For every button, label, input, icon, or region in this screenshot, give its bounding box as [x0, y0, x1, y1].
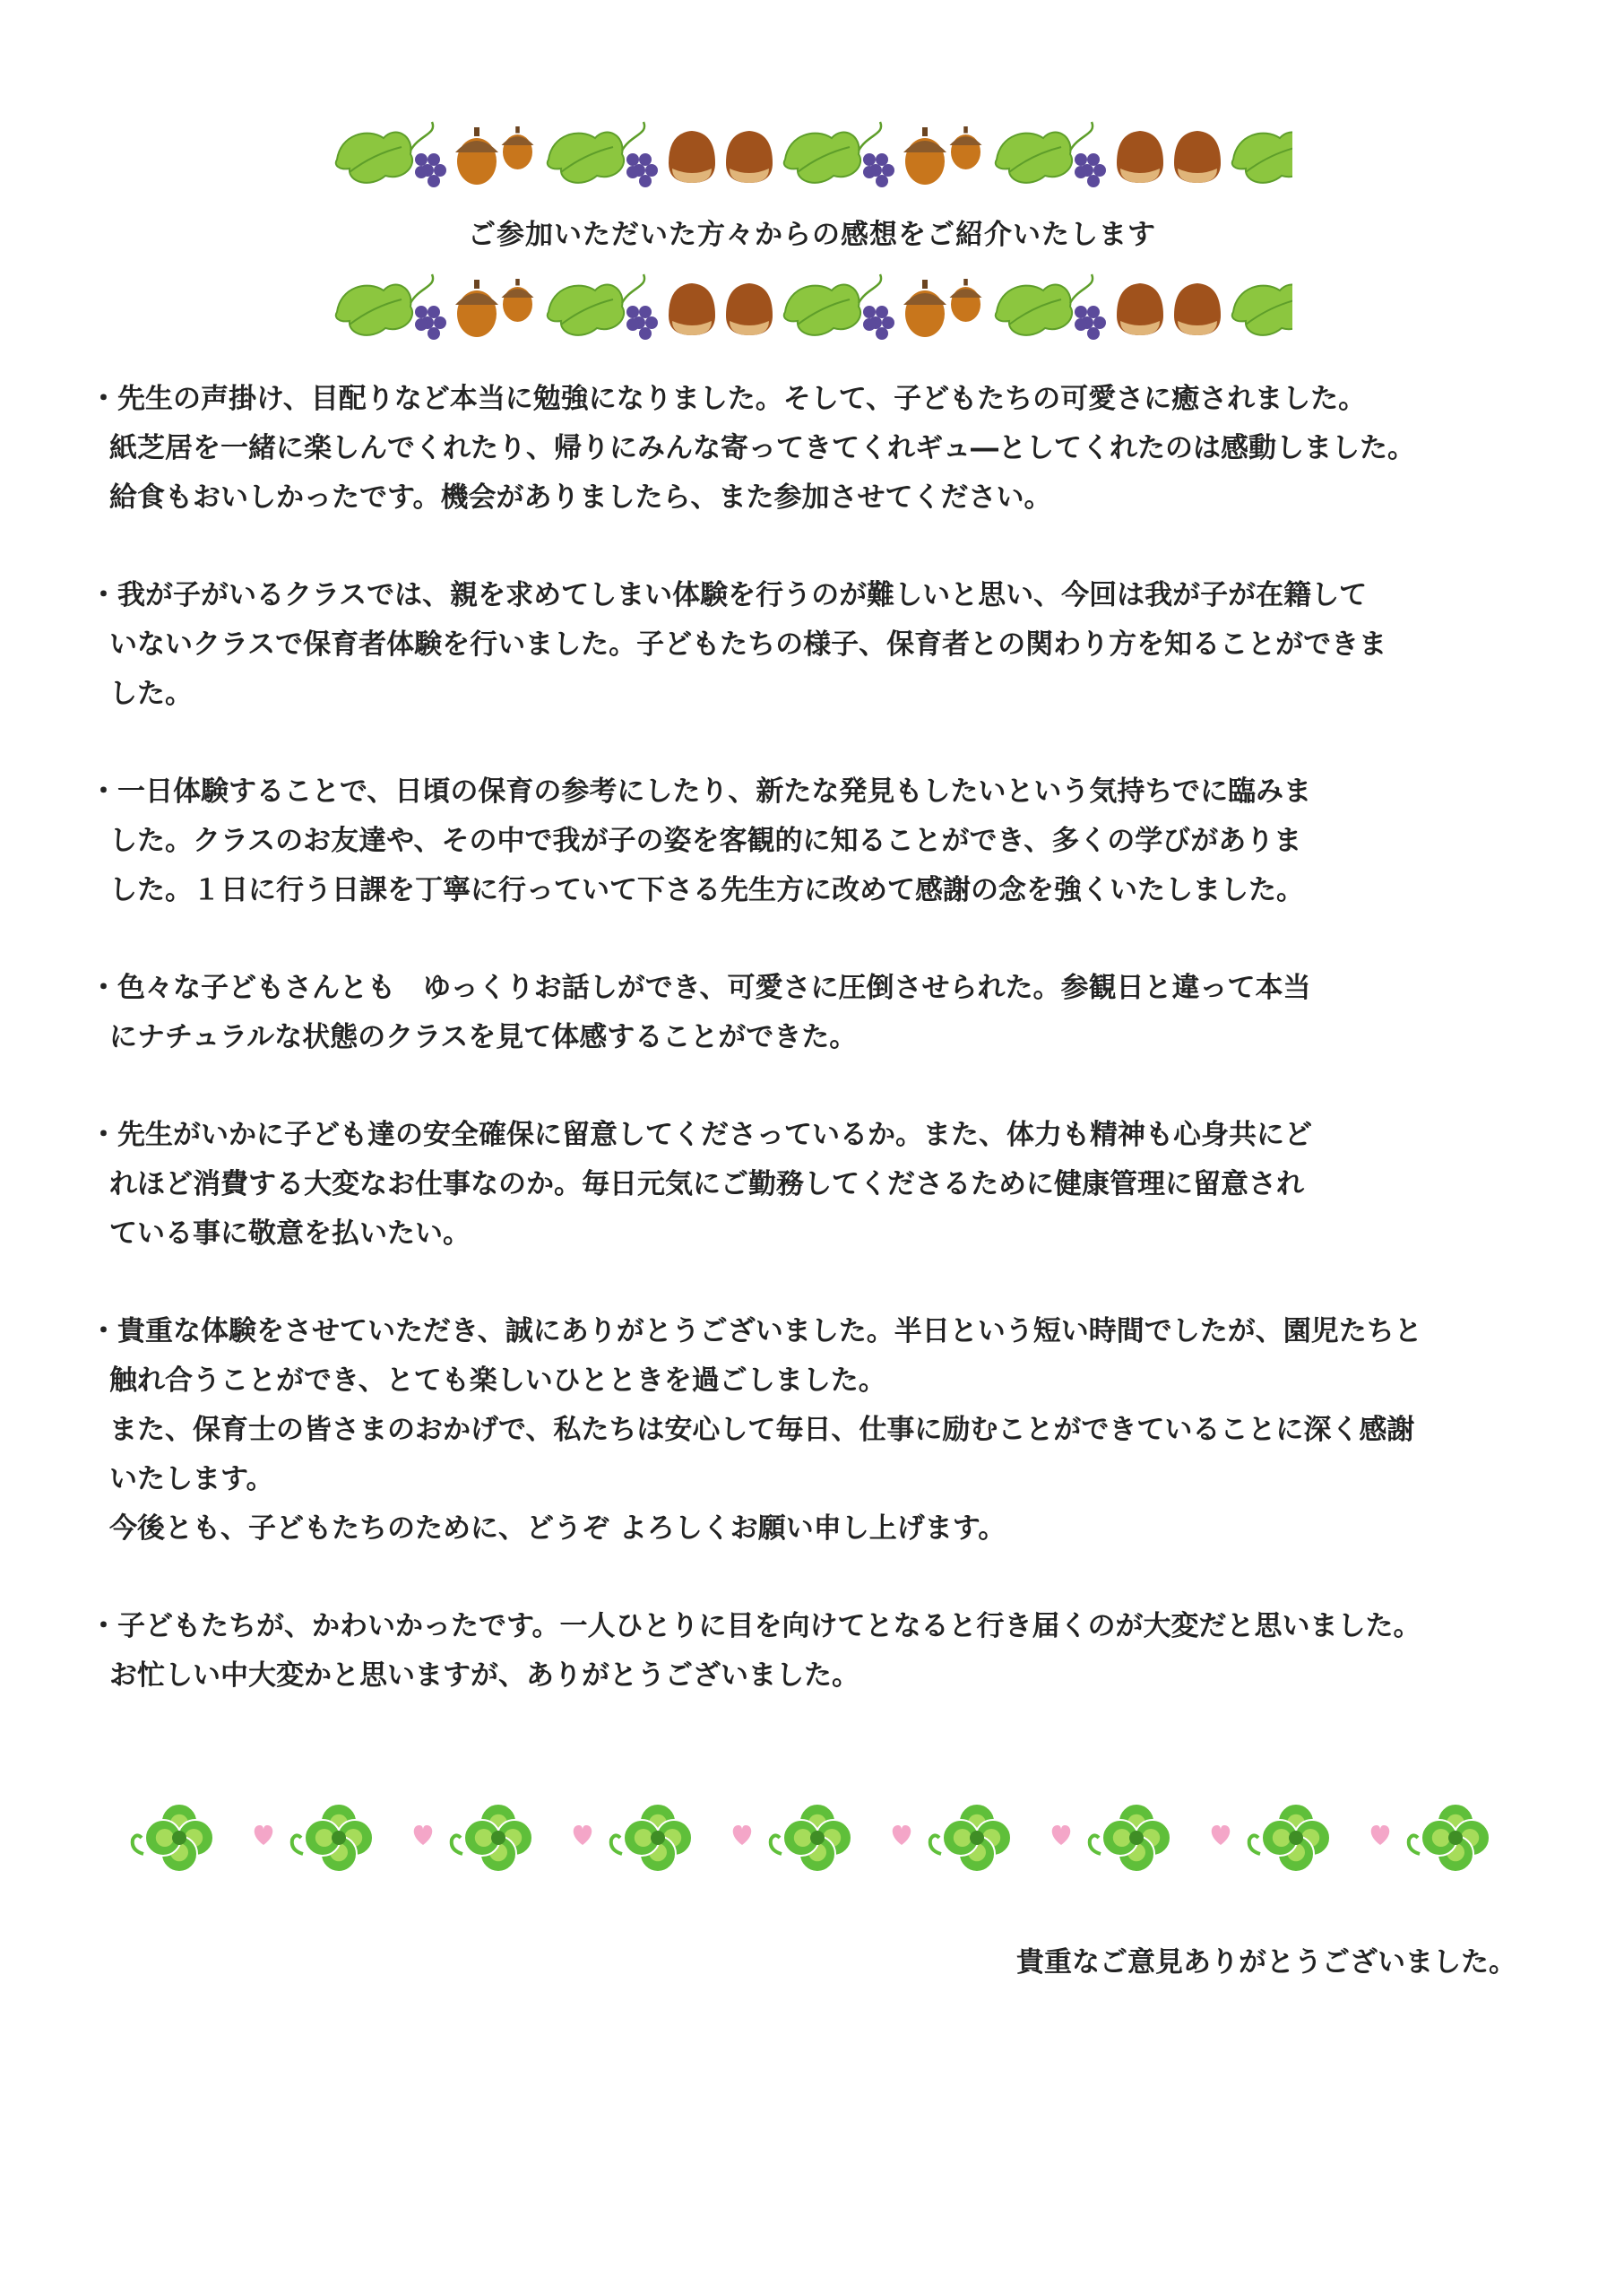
comment-item [90, 767, 1559, 915]
comment-item [90, 1111, 1559, 1259]
chestnut-icon [1174, 283, 1221, 335]
comment-line: 触れ合うことができ、とても楽しいひとときを過ごしました。 [109, 1364, 886, 1397]
leaf-grape-icon [336, 122, 446, 187]
clover-icon [133, 1804, 213, 1872]
leaf-grape-icon [996, 122, 1106, 187]
heart-icon [414, 1825, 433, 1845]
closing-message: 貴重なご意見ありがとうございました。 [1016, 1946, 1516, 1979]
clover-icon [1249, 1804, 1330, 1872]
clover-icon [292, 1804, 373, 1872]
acorn-icon [950, 279, 982, 322]
clover-border [125, 1788, 1537, 1887]
comment-line: した。クラスのお友達や、その中で我が子の姿を客観的に知ることができ、多くの学びがありま [109, 825, 1302, 857]
chestnut-icon [1117, 283, 1163, 335]
comment-item [90, 571, 1559, 719]
page-heading: ご参加いただいた方々からの感想をご紹介いたします [468, 219, 1156, 251]
clover-icon [771, 1804, 851, 1872]
heart-icon [255, 1825, 273, 1845]
comment-line: ・貴重な体験をさせていただき、誠にありがとうございました。半日という短い時間でしたが、園児たちと [90, 1315, 1422, 1347]
comment-line: いたします。 [109, 1463, 274, 1495]
acorn-icon [455, 280, 498, 337]
comment-line: 今後とも、子どもたちのために、どうぞ よろしくお願い申し上げます。 [109, 1512, 1006, 1545]
clover-icon [611, 1804, 692, 1872]
acorn-icon [502, 279, 534, 322]
comment-line: ・我が子がいるクラスでは、親を求めてしまい体験を行うのが難しいと思い、今回は我が子が在籍して [90, 579, 1368, 611]
comment-line: した。 [109, 678, 193, 710]
comment-line: ・色々な子どもさんとも ゆっくりお話しができ、可愛さに圧倒させられた。参観日と違って本当 [90, 972, 1311, 1004]
leaf-grape-icon [1232, 122, 1292, 187]
leaf-grape-icon [996, 274, 1106, 340]
clover-icon [1090, 1804, 1170, 1872]
acorn-icon [950, 126, 982, 169]
comment-line: ・先生がいかに子ども達の安全確保に留意してくださっているか。また、体力も精神も心身共にど [90, 1119, 1312, 1151]
acorn-icon [903, 127, 946, 185]
comment-line: 紙芝居を一緒に楽しんでくれたり、帰りにみんな寄ってきてくれギュ―としてくれたのは感動しました。 [109, 432, 1415, 464]
comment-line: また、保育士の皆さまのおかげで、私たちは安心して毎日、仕事に励むことができていることに深く感謝 [109, 1414, 1415, 1446]
chestnut-icon [1174, 131, 1221, 183]
heart-icon [733, 1825, 752, 1845]
chestnut-icon [726, 283, 773, 335]
comment-line: ・一日体験することで、日頃の保育の参考にしたり、新たな発見もしたいという気持ちでに臨みま [90, 775, 1312, 808]
autumn-border-bottom [332, 260, 1292, 350]
comment-line: お忙しい中大変かと思いますが、ありがとうございました。 [109, 1659, 860, 1692]
clover-icon [452, 1804, 532, 1872]
heart-icon [1371, 1825, 1390, 1845]
comment-line: にナチュラルな状態のクラスを見て体感することができた。 [109, 1021, 858, 1053]
comments-list [90, 375, 1559, 1749]
comment-line: した。１日に行う日課を丁寧に行っていて下さる先生方に改めて感謝の念を強くいたしました。 [109, 874, 1304, 906]
leaf-grape-icon [784, 122, 894, 187]
leaf-grape-icon [336, 274, 446, 340]
clover-icon [930, 1804, 1011, 1872]
comment-line: いないクラスで保育者体験を行いました。子どもたちの様子、保育者との関わり方を知ることができま [109, 628, 1387, 661]
leaf-grape-icon [548, 274, 658, 340]
heart-icon [1212, 1825, 1231, 1845]
chestnut-icon [669, 283, 715, 335]
acorn-icon [502, 126, 534, 169]
comment-line: れほど消費する大変なお仕事なのか。毎日元気にご勤務してくださるために健康管理に留意され [109, 1168, 1304, 1200]
heart-icon [893, 1825, 911, 1845]
comment-item [90, 1307, 1559, 1554]
comment-line: ・子どもたちが、かわいかったです。一人ひとりに目を向けてとなると行き届くのが大変だと思いました。 [90, 1610, 1421, 1642]
leaf-grape-icon [548, 122, 658, 187]
acorn-icon [455, 127, 498, 185]
chestnut-icon [1117, 131, 1163, 183]
heart-icon [574, 1825, 592, 1845]
comment-line: ・先生の声掛け、目配りなど本当に勉強になりました。そして、子どもたちの可愛さに癒されました。 [90, 383, 1367, 415]
comment-line: ている事に敬意を払いたい。 [109, 1217, 471, 1250]
leaf-grape-icon [1232, 274, 1292, 340]
leaf-grape-icon [784, 274, 894, 340]
comment-item [90, 1602, 1559, 1701]
chestnut-icon [726, 131, 773, 183]
comment-item [90, 375, 1559, 523]
chestnut-icon [669, 131, 715, 183]
comment-line: 給食もおいしかったです。機会がありましたら、また参加させてください。 [109, 481, 1052, 514]
acorn-icon [903, 280, 946, 337]
clover-icon [1409, 1804, 1490, 1872]
comment-item [90, 964, 1559, 1062]
autumn-border-top [332, 108, 1292, 197]
heart-icon [1052, 1825, 1071, 1845]
